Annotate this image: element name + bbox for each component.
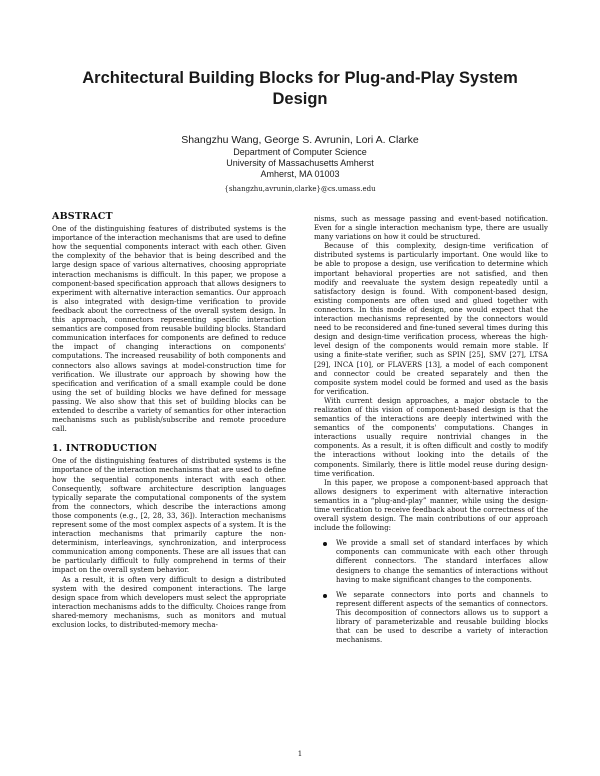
intro-paragraph-1: One of the distinguishing features of distributed systems is the importance of the interaction mechanisms that are used to define how the sequential components interact with each other. Consequently, software architecture description languages typically separate the computational components of the system from the connectors, which describe the interactions among those components (e.g., [2, 28, 33, 36]). Interaction mechanisms represent some of the most complex aspects of a system. It is the interaction mechanisms that primarily capture the non-determinism, interleavings, synchronization, and interprocess communication among components. These are all issues that can be particularly difficult to fully comprehend in terms of their impact on the overall system behavior. xyxy=(52,457,286,575)
author-block xyxy=(100,134,500,194)
introduction-heading: 1. INTRODUCTION xyxy=(52,443,158,455)
author-email: {shangzhu,avrunin,clarke}@cs.umass.edu xyxy=(224,185,376,193)
author-university: University of Massachusetts Amherst xyxy=(226,158,374,168)
intro-paragraph-3: Because of this complexity, design-time verification of distributed systems is particularly important. One would like to be able to propose a design, use verification to determine which important behavioral properties are not satisfied, and then modify and reevaluate the system design repeatedly until a satisfactory design is found. With component-based design, existing components are often used and glued together with connectors. In this mode of design, one would expect that the interaction mechanisms represented by the connectors would need to be reconsidered and fine-tuned several times during this design and design-time verification process, whereas the high-level design of the components would remain more stable. If using a finite-state verifier, such as SPIN [25], SMV [27], LTSA [29], INCA [10], or FLAVERS [13], a model of each component and connector could be created separately and then the composite system model could be formed and used as the basis for verification. xyxy=(314,242,548,396)
intro-paragraph-2: As a result, it is often very difficult to design a distributed system with the desired component interactions. The large design space from which developers must select the appropriate interaction mechanisms adds to the difficulty. Choices range from shared-memory mechanisms, such as monitors and mutual exclusion locks, to distributed-memory mecha- xyxy=(52,575,286,630)
author-location: Amherst, MA 01003 xyxy=(260,169,340,179)
author-department: Department of Computer Science xyxy=(233,147,367,157)
right-column xyxy=(314,215,548,651)
contributions-list xyxy=(314,539,548,645)
intro-paragraph-4: With current design approaches, a major obstacle to the realization of this vision of component-based design is that the semantics of the interactions are deeply intertwined with the semantics of the components' computations. Changes in interactions usually require nontrivial changes in the components. As a result, it is often difficult and costly to modify the interactions without looking into the details of the components. Similarly, there is little model reuse during design-time verification. xyxy=(314,396,548,478)
intro-paragraph-5: In this paper, we propose a component-based approach that allows designers to experiment with alternative interaction semantics in a “plug-and-play” manner, while using the design-time verification to receive feedback about the correctness of the overall system design. The main contributions of our approach include the following: xyxy=(314,478,548,533)
contribution-item xyxy=(314,591,548,646)
left-column xyxy=(52,212,286,630)
abstract-heading: ABSTRACT xyxy=(52,211,113,222)
bullet-icon xyxy=(323,542,327,546)
intro-paragraph-2-continued: nisms, such as message passing and event-based notification. Even for a single interaction mechanism type, there are usually many variations on how it could be structured. xyxy=(314,215,548,242)
author-names: Shangzhu Wang, George S. Avrunin, Lori A. Clarke xyxy=(181,134,419,146)
contribution-item xyxy=(314,539,548,584)
contribution-text: We separate connectors into ports and channels to represent different aspects of the semantics of connectors. This decomposition of connectors allows us to support a library of parameterizable and reusable building blocks that can be used to describe a variety of interaction mechanisms. xyxy=(336,590,548,645)
page-number: 1 xyxy=(297,750,303,758)
contribution-text: We provide a small set of standard interfaces by which components can communicate with each other through different connectors. The standard interfaces allow designers to change the semantics of interactions without having to make significant changes to the components. xyxy=(336,539,548,584)
bullet-icon xyxy=(323,594,327,598)
paper-title: Architectural Building Blocks for Plug-and-Play System Design xyxy=(82,69,518,108)
abstract-text: One of the distinguishing features of distributed systems is the importance of the interaction mechanisms that are used to define how the sequential components interact with each other. Given the complexity of the behavior that is being described and the large design space of various alternatives, choosing appropriate interaction mechanisms is difficult. In this paper, we propose a component-based specification approach that allows designers to experiment with alternative interaction semantics. Our approach is also integrated with design-time verification to provide feedback about the correctness of the overall system design. In this approach, connectors representing specific interaction semantics are composed from reusable building blocks. Standard communication interfaces for components are defined to reduce the impact of changing interactions on components' computations. The increased reusability of both components and connectors also allows savings at model-construction time for verification. We illustrate our approach by showing how the specification and verification of a small example could be done using the set of building blocks we have defined for message passing. We also show that this set of building blocks can be extended to describe a variety of semantics for other interaction mechanisms such as publish/subscribe and remote procedure call. xyxy=(52,225,286,434)
